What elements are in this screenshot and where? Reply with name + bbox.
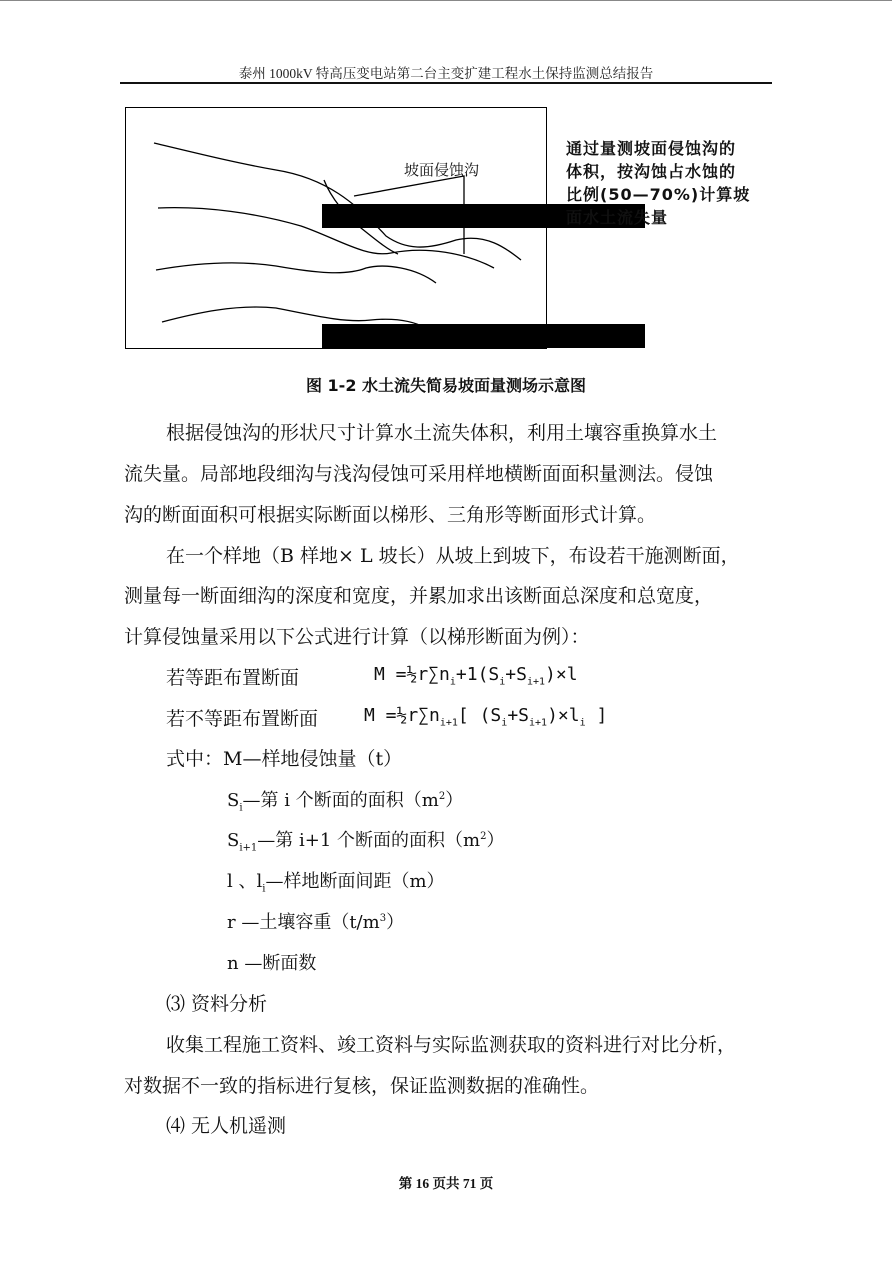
formula-condition: 若等距布置断面 (166, 667, 300, 689)
paragraph-line: 计算侵蚀量采用以下公式进行计算（以梯形断面为例）： (124, 626, 590, 648)
contour-line (156, 263, 436, 283)
figure-caption: 图 1-2 水土流失简易坡面量测场示意图 (305, 376, 587, 395)
definition-l: l 、$l_i—$样地断面间距（m） (227, 871, 445, 895)
section-heading: ⑶ 资料分析 (166, 993, 268, 1015)
figure-side-note: 通过量测坡面侵蚀沟的体积，按沟蚀占水蚀的比例(50—70%)计算坡面水土流失量 (566, 139, 751, 227)
definition-n: n —断面数 (227, 953, 317, 974)
definition-r: r —土壤容重$(t/m^3)$ (227, 912, 405, 933)
paragraph-line: 沟的断面面积可根据实际断面以梯形、三角形等断面形式计算。 (124, 504, 657, 526)
paragraph-line: 根据侵蚀沟的形状尺寸计算水土流失体积，利用土壤容重换算水土 (166, 422, 718, 444)
page-number: 第 16 页共 71 页 (398, 1176, 494, 1191)
paragraph-line: 流失量。局部地段细沟与浅沟侵蚀可采用样地横断面面积量测法。侵蚀 (124, 463, 714, 485)
header-rule (120, 82, 772, 84)
definitions-intro: 式中：M—样地侵蚀量（t） (166, 748, 403, 770)
paragraph-line: 收集工程施工资料、竣工资料与实际监测获取的资料进行对比分析， (166, 1034, 737, 1056)
definition-si1: $S_{i+1}—$第 i+1 个断面的面积$(m^2)$ (227, 830, 505, 854)
section-heading: ⑷ 无人机遥测 (166, 1115, 287, 1137)
running-header: 泰州 1000kV 特高压变电站第二台主变扩建工程水土保持监测总结报告 (238, 66, 654, 81)
formula-condition: 若不等距布置断面 (166, 708, 319, 730)
gully-label: 坡面侵蚀沟 (404, 161, 480, 179)
formula-equidistant: $M =\frac{1}{2}r\sum n_i+1(S_i+S_{i+1})\times l$ (374, 664, 578, 688)
paragraph-line: 测量每一断面细沟的深度和宽度，并累加求出该断面总深度和总宽度， (124, 585, 714, 607)
paragraph-line: 在一个样地（B 样地× L 坡长）从坡上到坡下，布设若干施测断面， (166, 545, 740, 567)
slope-diagram (125, 107, 547, 349)
formula-non-equidistant: $M =\frac{1}{2}r\sum n_{i+1}$[ $(S_i+S_{i+1})\times l_i$ ] (364, 705, 608, 729)
page-top-border (0, 0, 892, 1)
redaction-bar (322, 324, 645, 348)
slope-diagram-drawing (126, 108, 548, 350)
definition-si: $S_i—$第 i 个断面的面积$(m^2)$ (227, 790, 464, 814)
paragraph-line: 对数据不一致的指标进行复核，保证监测数据的准确性。 (124, 1075, 600, 1097)
